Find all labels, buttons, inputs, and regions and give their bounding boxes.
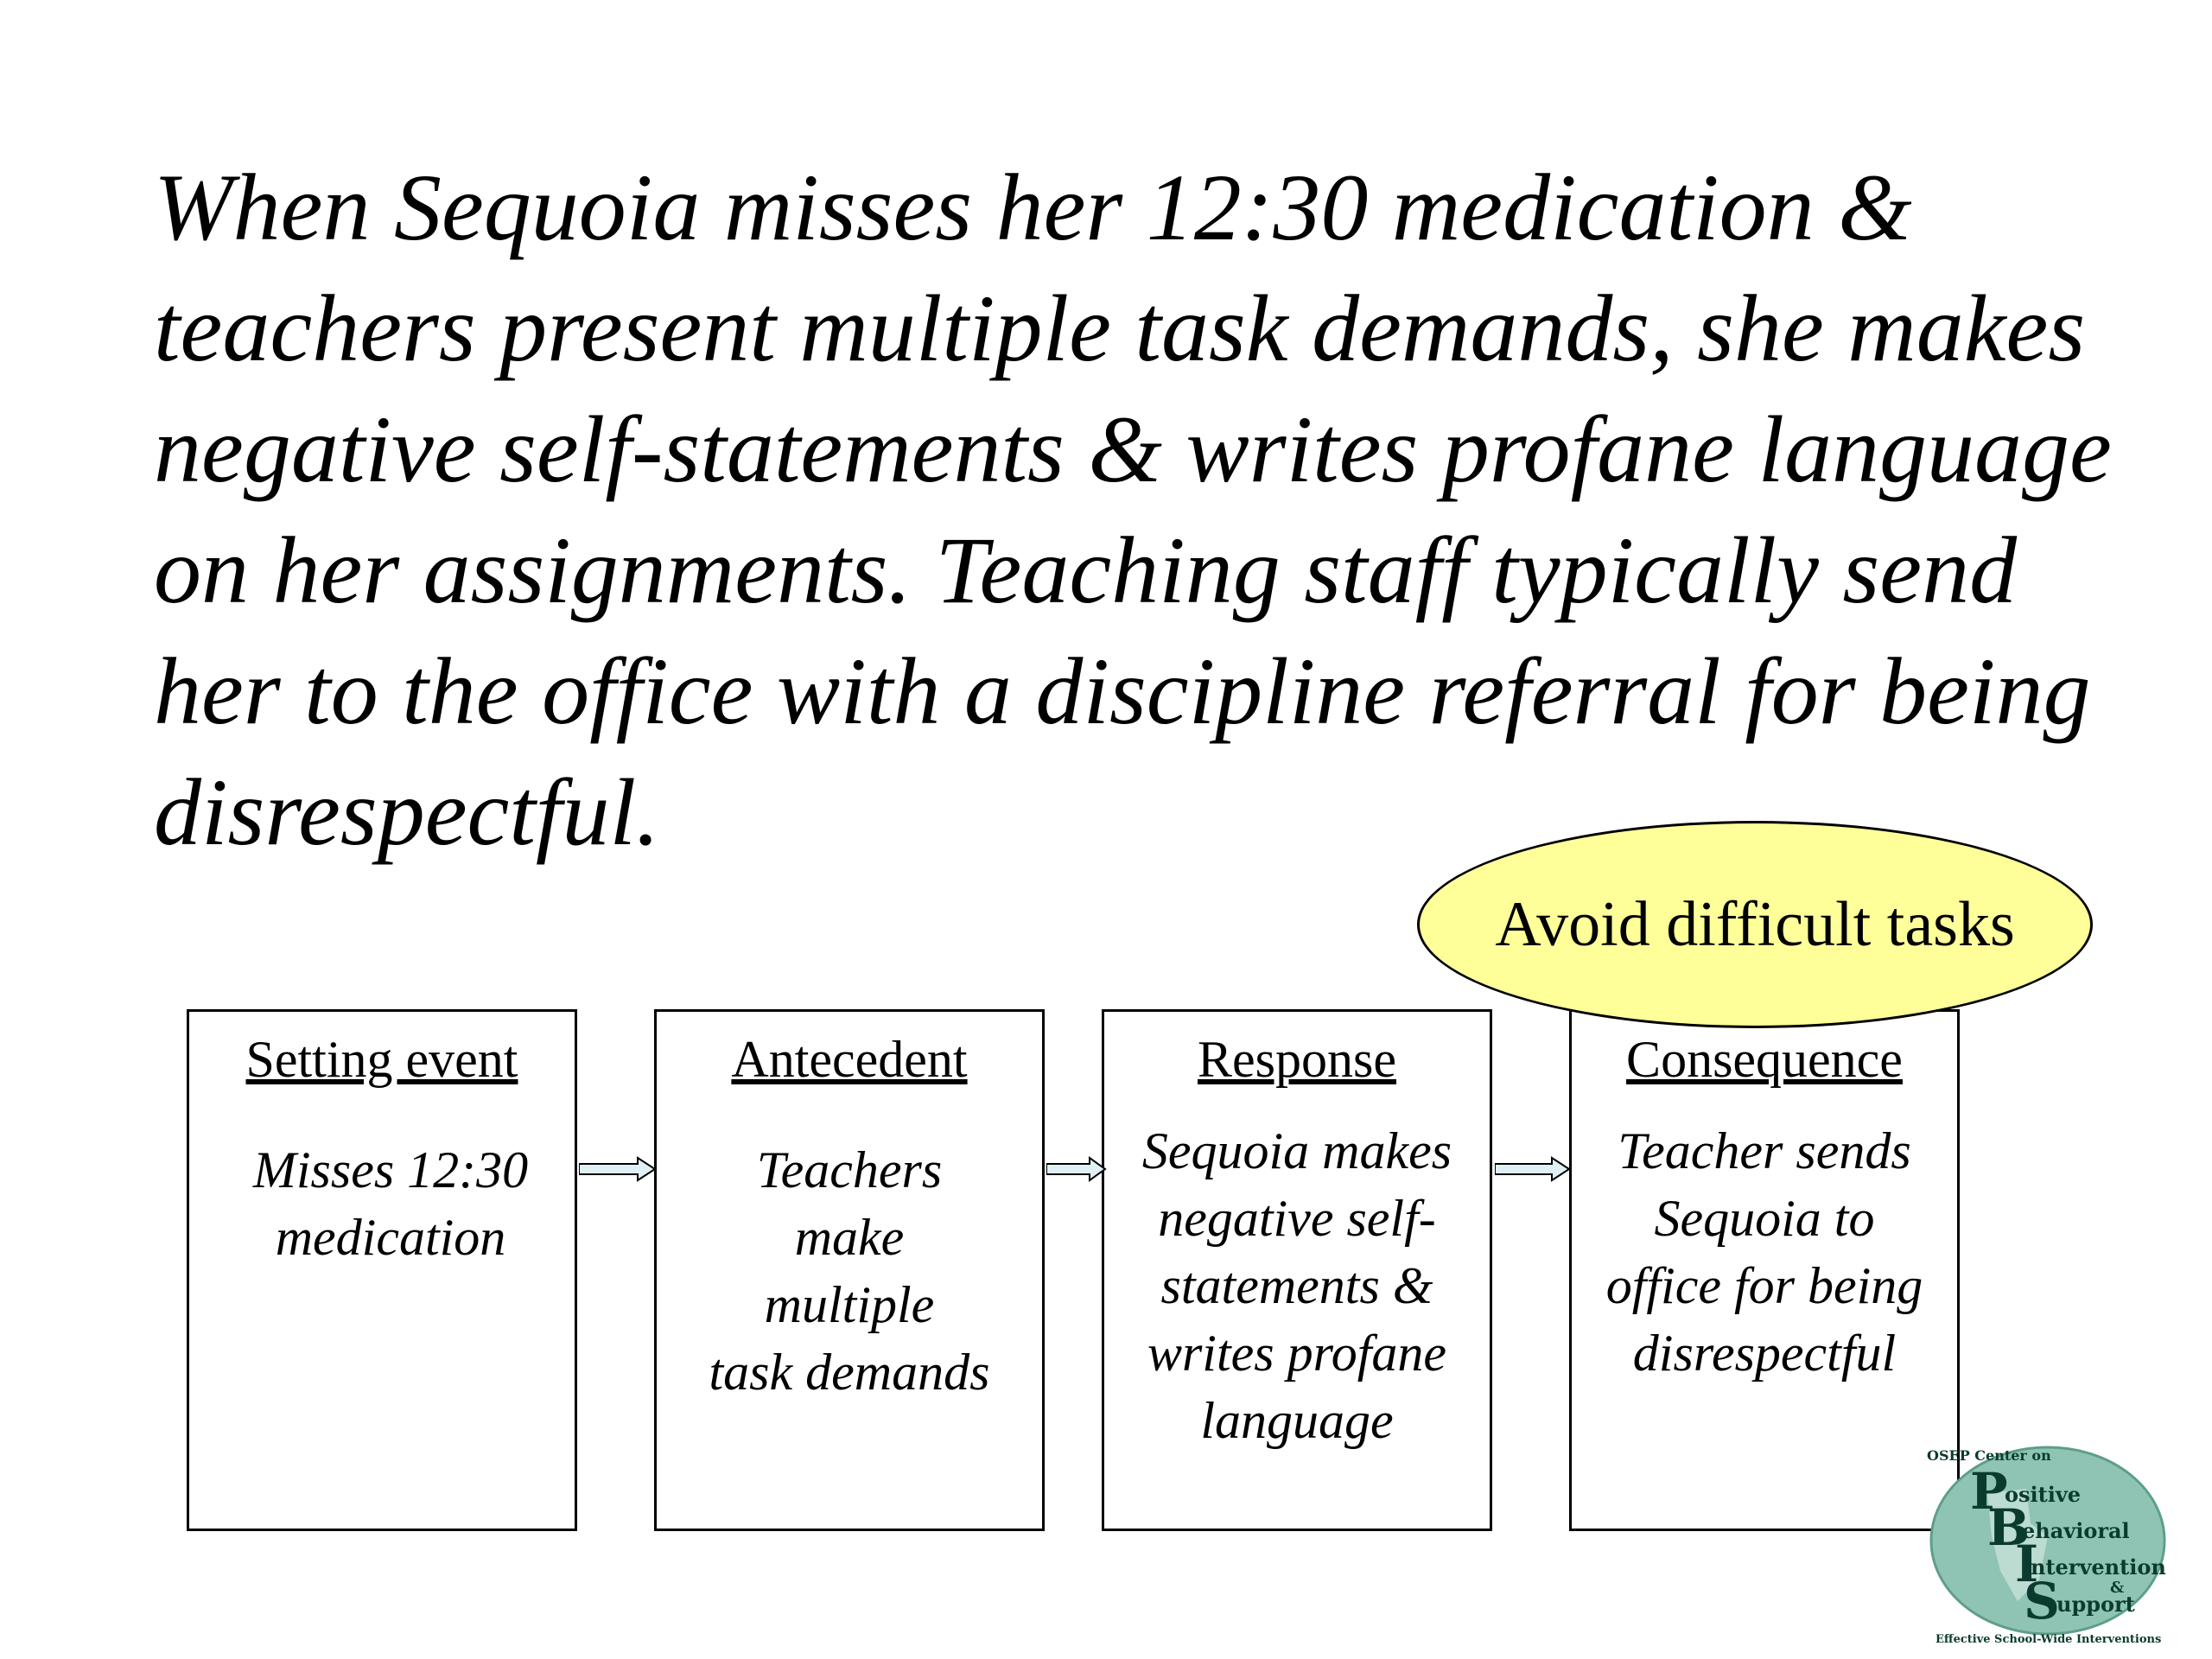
response-box (1102, 1009, 1492, 1531)
antecedent-line: make (794, 1209, 905, 1266)
antecedent-line: Teachers (756, 1141, 943, 1198)
function-oval (1417, 821, 2093, 1028)
pbis-logo (1918, 1441, 2195, 1649)
logo-line: & (2110, 1579, 2125, 1597)
response-line: Sequoia makes (1141, 1122, 1452, 1179)
arrow-right-icon (1495, 1156, 1573, 1182)
response-line: writes profane (1147, 1325, 1447, 1382)
logo-initial: S (2024, 1572, 2060, 1630)
logo-line: ehavioral (2022, 1518, 2130, 1543)
function-label: Avoid difficult tasks (1495, 888, 2015, 960)
antecedent-line: multiple (764, 1276, 935, 1333)
logo-top-text: OSEP Center on (1927, 1447, 2051, 1464)
behavior-statement: When Sequoia misses her 12:30 medication & teachers present multiple task demands, she makes negative self-statements & writes profane language on her assignments. Teaching staff typically send her to the office with a discipline referral for being disrespectful. (154, 155, 2112, 865)
logo-bottom-text: Effective School-Wide Interventions (1936, 1633, 2162, 1646)
consequence-title: Consequence (1626, 1031, 1903, 1088)
antecedent-box (654, 1009, 1045, 1531)
consequence-text (1572, 1117, 1957, 1387)
setting-event-text (189, 1136, 575, 1271)
antecedent-title: Antecedent (731, 1031, 968, 1088)
logo-line: upport (2056, 1592, 2135, 1617)
logo-line: ositive (2005, 1482, 2082, 1507)
consequence-box (1569, 1009, 1960, 1531)
consequence-line: office for being (1605, 1257, 1923, 1314)
arrow-right-icon (1046, 1156, 1124, 1182)
response-line: negative self- (1158, 1190, 1436, 1247)
response-line: language (1200, 1392, 1394, 1449)
arrow-right-icon (579, 1156, 657, 1182)
response-title: Response (1198, 1031, 1396, 1088)
logo-initial: B (1987, 1498, 2031, 1557)
consequence-line: Teacher sends (1618, 1122, 1911, 1179)
setting-event-box (187, 1009, 577, 1531)
response-text (1104, 1117, 1490, 1454)
consequence-line: disrespectful (1632, 1325, 1897, 1382)
logo-initial: I (2015, 1535, 2039, 1593)
setting-event-title: Setting event (245, 1031, 518, 1088)
antecedent-text (657, 1136, 1042, 1406)
setting-event-line: medication (275, 1209, 506, 1266)
logo-initial: P (1970, 1462, 2008, 1521)
setting-event-line: Misses 12:30 (252, 1141, 529, 1198)
logo-line: ntervention (2031, 1554, 2166, 1580)
consequence-line: Sequoia to (1654, 1190, 1875, 1247)
response-line: statements & (1160, 1257, 1433, 1314)
antecedent-line: task demands (709, 1344, 990, 1401)
